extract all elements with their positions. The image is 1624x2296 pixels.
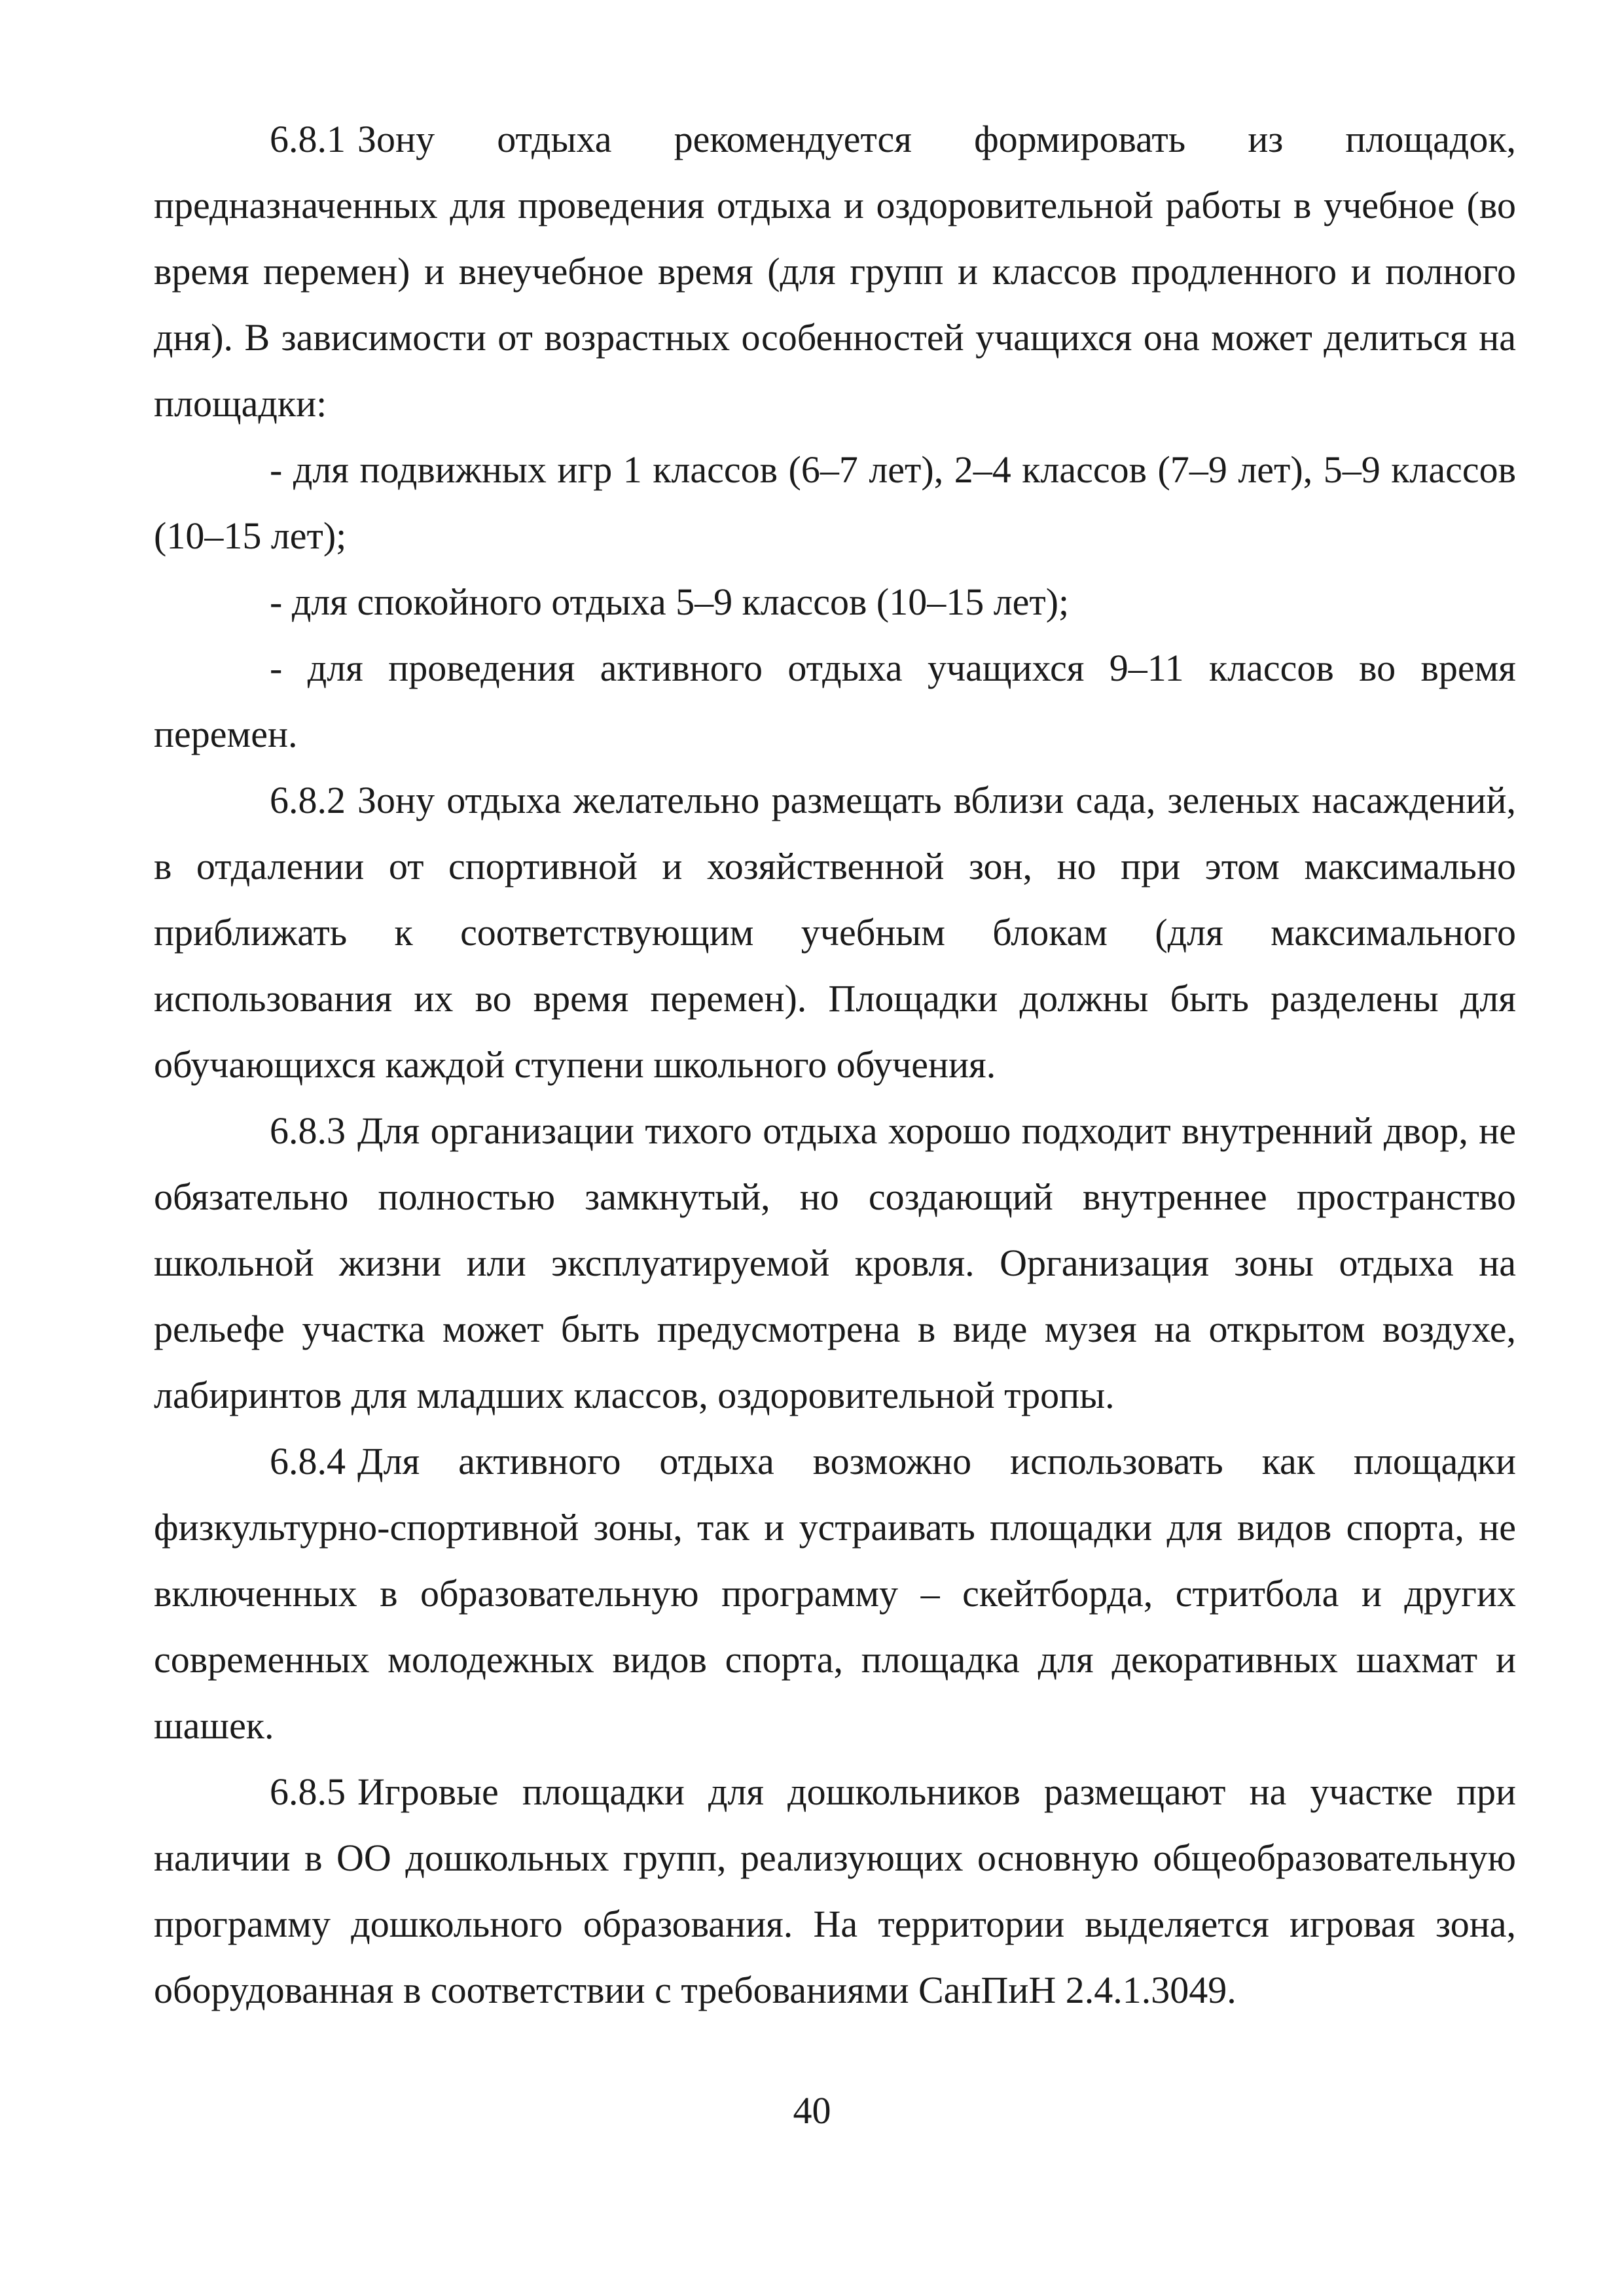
paragraph-text: Зону отдыха желательно размещать вблизи сада, зеленых насаждений, в отдалении от спортивной и хозяйственной зон, но при этом максимально приближать к соответствующим учебным блокам (для максимального использования их во время перемен). Площадки должны быть разделены для обучающихся каждой ступени школьного обучения. [154, 779, 1516, 1086]
section-number: 6.8.1 [270, 118, 346, 160]
list-item-text: - для проведения активного отдыха учащихся 9–11 классов во время перемен. [154, 647, 1516, 755]
section-number: 6.8.5 [270, 1770, 346, 1813]
paragraph-text: Для активного отдыха возможно использовать как площадки физкультурно-спортивной зоны, так и устраивать площадки для видов спорта, не включенных в образовательную программу – скейтборда, стритбола и других современных молодежных видов спорта, площадка для декоративных шахмат и шашек. [154, 1440, 1516, 1747]
list-item-active-rest [154, 635, 1516, 767]
document-page [154, 106, 1516, 2023]
list-item-active-games [154, 437, 1516, 569]
paragraph-text: Игровые площадки для дошкольников размещают на участке при наличии в ОО дошкольных групп, реализующих основную общеобразовательную программу дошкольного образования. На территории выделяется игровая зона, оборудованная в соответствии с требованиями СанПиН 2.4.1.3049. [154, 1770, 1516, 2011]
paragraph-6-8-3 [154, 1098, 1516, 1428]
paragraph-text: Зону отдыха рекомендуется формировать из площадок, предназначенных для проведения отдыха и оздоровительной работы в учебное (во время перемен) и внеучебное время (для групп и классов продленного и полного дня). В зависимости от возрастных особенностей учащихся она может делиться на площадки: [154, 118, 1516, 425]
page-number: 40 [793, 2089, 831, 2132]
paragraph-6-8-1 [154, 106, 1516, 437]
section-number: 6.8.3 [270, 1109, 346, 1152]
paragraph-text: Для организации тихого отдыха хорошо подходит внутренний двор, не обязательно полностью замкнутый, но создающий внутреннее пространство школьной жизни или эксплуатируемой кровля. Организация зоны отдыха на рельефе участка может быть предусмотрена в виде музея на открытом воздухе, лабиринтов для младших классов, оздоровительной тропы. [154, 1109, 1516, 1416]
paragraph-6-8-5 [154, 1759, 1516, 2023]
list-item-text: - для подвижных игр 1 классов (6–7 лет), 2–4 классов (7–9 лет), 5–9 классов (10–15 лет); [154, 448, 1516, 557]
section-number: 6.8.4 [270, 1440, 346, 1482]
list-item-text: - для спокойного отдыха 5–9 классов (10–15 лет); [270, 581, 1070, 623]
section-number: 6.8.2 [270, 779, 346, 821]
paragraph-6-8-4 [154, 1428, 1516, 1759]
list-item-quiet-rest [154, 569, 1516, 635]
paragraph-6-8-2 [154, 767, 1516, 1098]
